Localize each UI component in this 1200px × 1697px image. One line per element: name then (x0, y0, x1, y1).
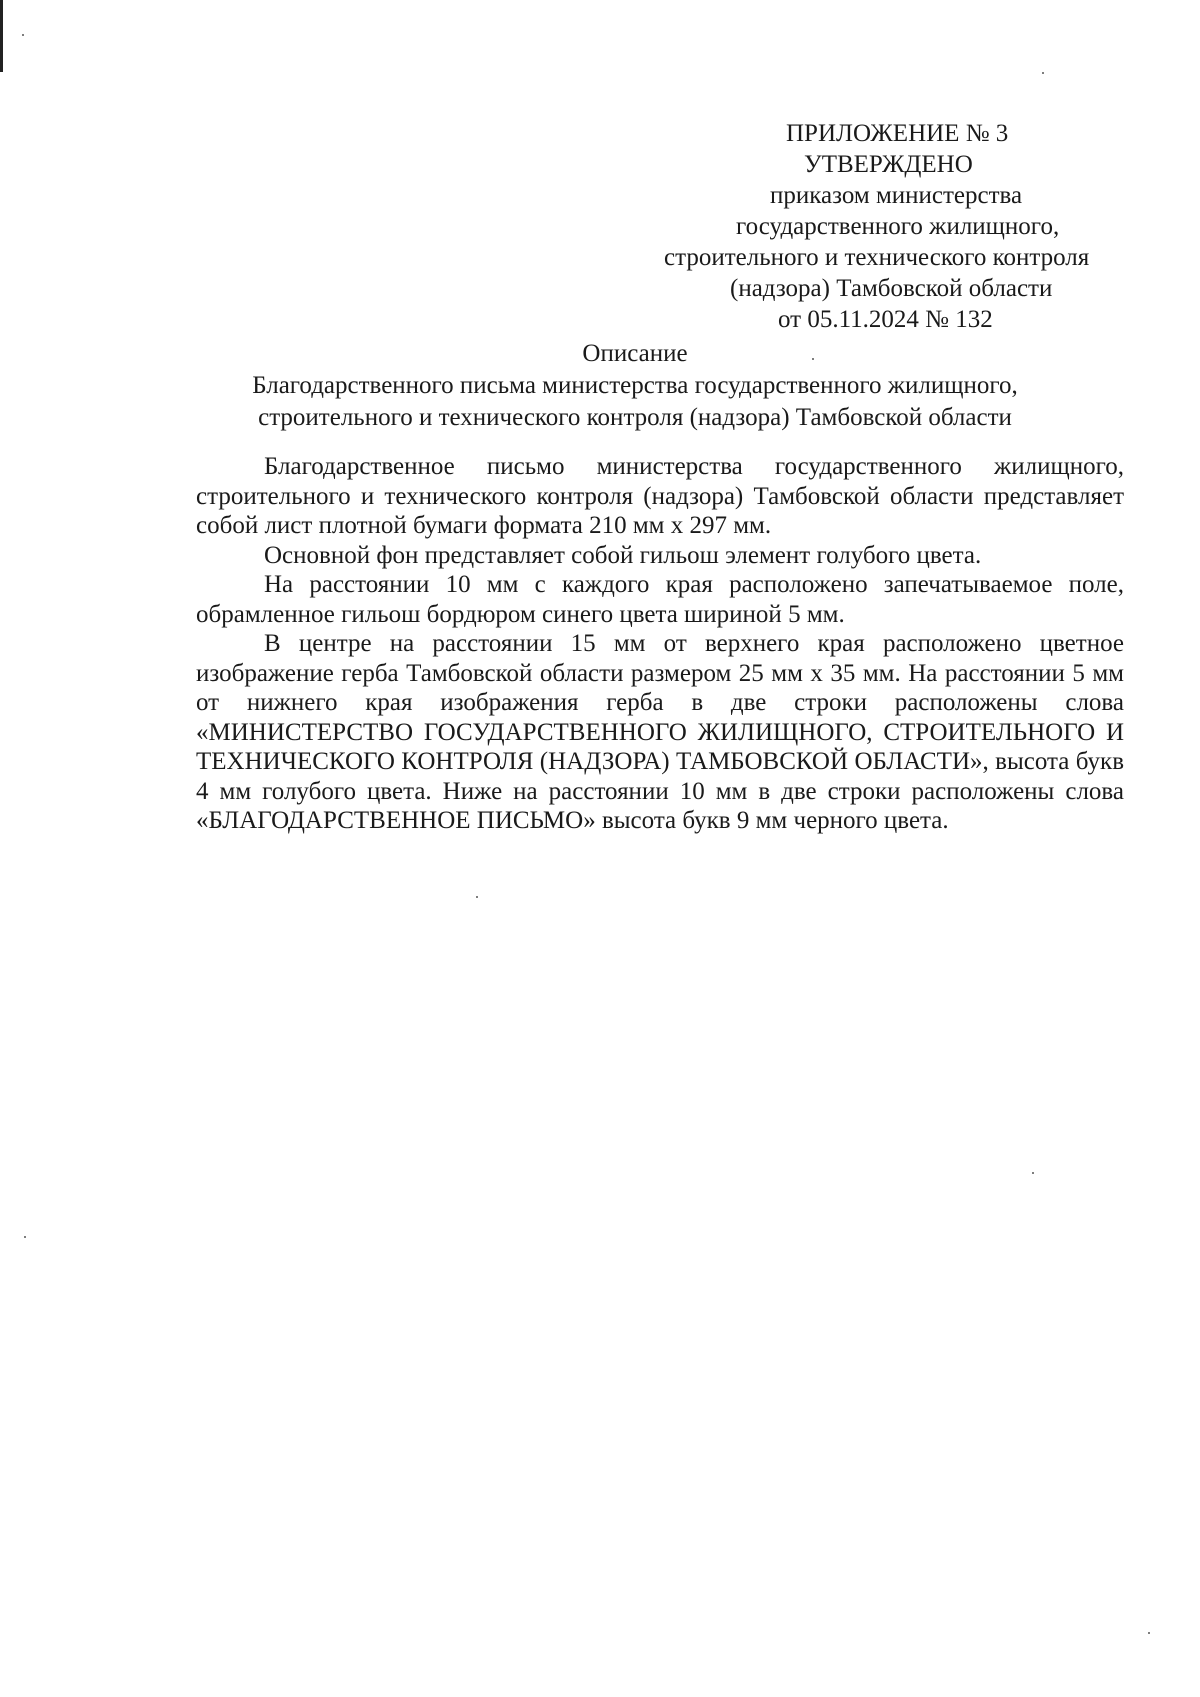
document-subtitle-line: строительного и технического контроля (надзора) Тамбовской области (258, 404, 1012, 431)
document-subtitle-line: Благодарственного письма министерства государственного жилищного, (252, 372, 1018, 399)
approval-ministry-line: (надзора) Тамбовской области (730, 275, 1053, 302)
scan-speck (22, 34, 24, 36)
approval-ministry-line: строительного и технического контроля (664, 244, 1090, 271)
body-paragraph: Благодарственное письмо министерства государственного жилищного, строительного и технического контроля (надзора) Тамбовской области представляет собой лист плотной бумаги формата 210 мм х 297 мм. (196, 453, 1124, 539)
scan-speck (1032, 1172, 1034, 1174)
appendix-number: ПРИЛОЖЕНИЕ № 3 (786, 120, 1009, 147)
scan-speck (1148, 1632, 1150, 1634)
document-title: Описание (582, 340, 688, 367)
approval-ministry-line: государственного жилищного, (736, 213, 1060, 240)
scan-speck (24, 1236, 26, 1238)
approval-date-line: от 05.11.2024 № 132 (778, 306, 993, 333)
document-body (196, 452, 1124, 836)
scan-speck (1042, 72, 1044, 74)
body-paragraph: В центре на расстоянии 15 мм от верхнего края расположено цветное изображение герба Тамбовской области размером 25 мм х 35 мм. На расстоянии 5 мм от нижнего края изображения герба в две строки расположены слова «МИНИСТЕРСТВО ГОСУДАРСТВЕННОГО ЖИЛИЩНОГО, СТРОИТЕЛЬНОГО И ТЕХНИЧЕСКОГО КОНТРОЛЯ (НАДЗОРА) ТАМБОВСКОЙ ОБЛАСТИ», высота букв 4 мм голубого цвета. Ниже на расстоянии 10 мм в две строки расположены слова «БЛАГОДАРСТВЕННОЕ ПИСЬМО» высота букв 9 мм черного цвета. (196, 630, 1124, 834)
document-title-block (200, 338, 1070, 434)
body-paragraph: На расстоянии 10 мм с каждого края расположено запечатываемое поле, обрамленное гильош бордюром синего цвета шириной 5 мм. (196, 571, 1124, 628)
approval-order-line: приказом министерства (770, 182, 1023, 209)
approved-label: УТВЕРЖДЕНО (804, 151, 973, 178)
body-paragraph: Основной фон представляет собой гильош элемент голубого цвета. (264, 541, 982, 569)
approval-block (600, 118, 1120, 335)
scan-edge-mark (0, 0, 3, 72)
scan-speck (476, 896, 478, 898)
